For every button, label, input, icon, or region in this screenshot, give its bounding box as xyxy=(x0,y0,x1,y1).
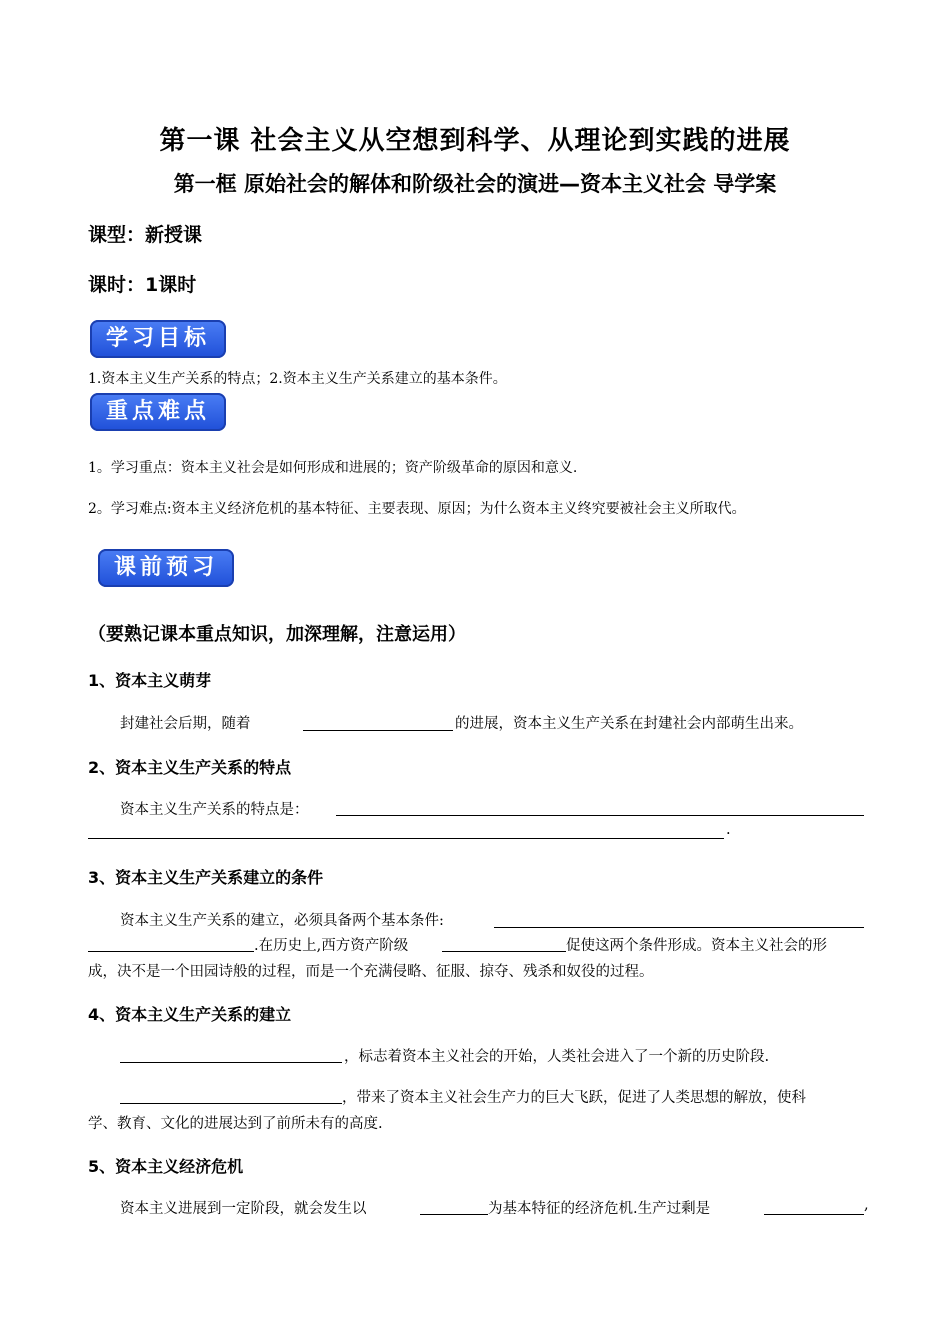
badge-preview: 课前预习 xyxy=(98,549,234,587)
blank-field[interactable] xyxy=(494,927,864,928)
section-4-heading: 4、资本主义生产关系的建立 xyxy=(88,1005,292,1024)
lesson-hours: 课时：1课时 xyxy=(88,274,197,296)
section-5-text-b: 为基本特征的经济危机.生产过剩是 xyxy=(488,1201,711,1217)
section-3-text-c: 促使这两个条件形成。资本主义社会的形 xyxy=(566,938,827,954)
section-1-text-a: 封建社会后期，随着 xyxy=(120,716,251,732)
section-1-heading: 1、资本主义萌芽 xyxy=(88,671,212,690)
badge-key-points: 重点难点 xyxy=(90,393,226,431)
blank-field[interactable] xyxy=(120,1062,342,1063)
blank-field[interactable] xyxy=(88,838,724,839)
section-4-text-b: ，带来了资本主义社会生产力的巨大飞跃，促进了人类思想的解放，使科 xyxy=(342,1090,806,1106)
preview-note: （要熟记课本重点知识，加深理解，注意运用） xyxy=(88,624,466,645)
section-4-text-a: ，标志着资本主义社会的开始，人类社会进入了一个新的历史阶段. xyxy=(344,1049,770,1065)
blank-field[interactable] xyxy=(764,1214,864,1215)
section-3-text-a: 资本主义生产关系的建立，必须具备两个基本条件: xyxy=(120,913,444,929)
section-3-text-d: 成，决不是一个田园诗般的过程，而是一个充满侵略、征服、掠夺、残杀和奴役的过程。 xyxy=(88,964,654,980)
blank-field[interactable] xyxy=(120,1103,342,1104)
blank-field[interactable] xyxy=(336,815,864,816)
section-2-heading: 2、资本主义生产关系的特点 xyxy=(88,758,292,777)
section-5-end: , xyxy=(864,1197,869,1213)
blank-field[interactable] xyxy=(442,951,566,952)
section-3-text-b: .在历史上,西方资产阶级 xyxy=(254,938,409,954)
page-subtitle: 第一框 原始社会的解体和阶级社会的演进—资本主义社会 导学案 xyxy=(173,172,777,196)
badge-learning-goals: 学习目标 xyxy=(90,320,226,358)
lesson-type: 课型：新授课 xyxy=(88,224,203,246)
section-2-text-a: 资本主义生产关系的特点是： xyxy=(120,802,309,818)
section-5-text-a: 资本主义进展到一定阶段，就会发生以 xyxy=(120,1201,367,1217)
section-5-heading: 5、资本主义经济危机 xyxy=(88,1157,244,1176)
section-1-text-b: 的进展，资本主义生产关系在封建社会内部萌生出来。 xyxy=(455,716,803,732)
section-2-end: . xyxy=(726,822,731,838)
key-point-1: 1。学习重点：资本主义社会是如何形成和进展的；资产阶级革命的原因和意义. xyxy=(88,460,578,476)
blank-field[interactable] xyxy=(88,951,254,952)
blank-field[interactable] xyxy=(303,730,453,731)
key-point-2: 2。学习难点:资本主义经济危机的基本特征、主要表现、原因；为什么资本主义终究要被社会主义所取代。 xyxy=(88,501,746,517)
goals-text: 1.资本主义生产关系的特点；2.资本主义生产关系建立的基本条件。 xyxy=(88,371,507,387)
page-title: 第一课 社会主义从空想到科学、从理论到实践的进展 xyxy=(159,126,791,156)
section-3-heading: 3、资本主义生产关系建立的条件 xyxy=(88,868,324,887)
section-4-text-c: 学、教育、文化的进展达到了前所未有的高度. xyxy=(88,1116,383,1132)
blank-field[interactable] xyxy=(420,1214,488,1215)
